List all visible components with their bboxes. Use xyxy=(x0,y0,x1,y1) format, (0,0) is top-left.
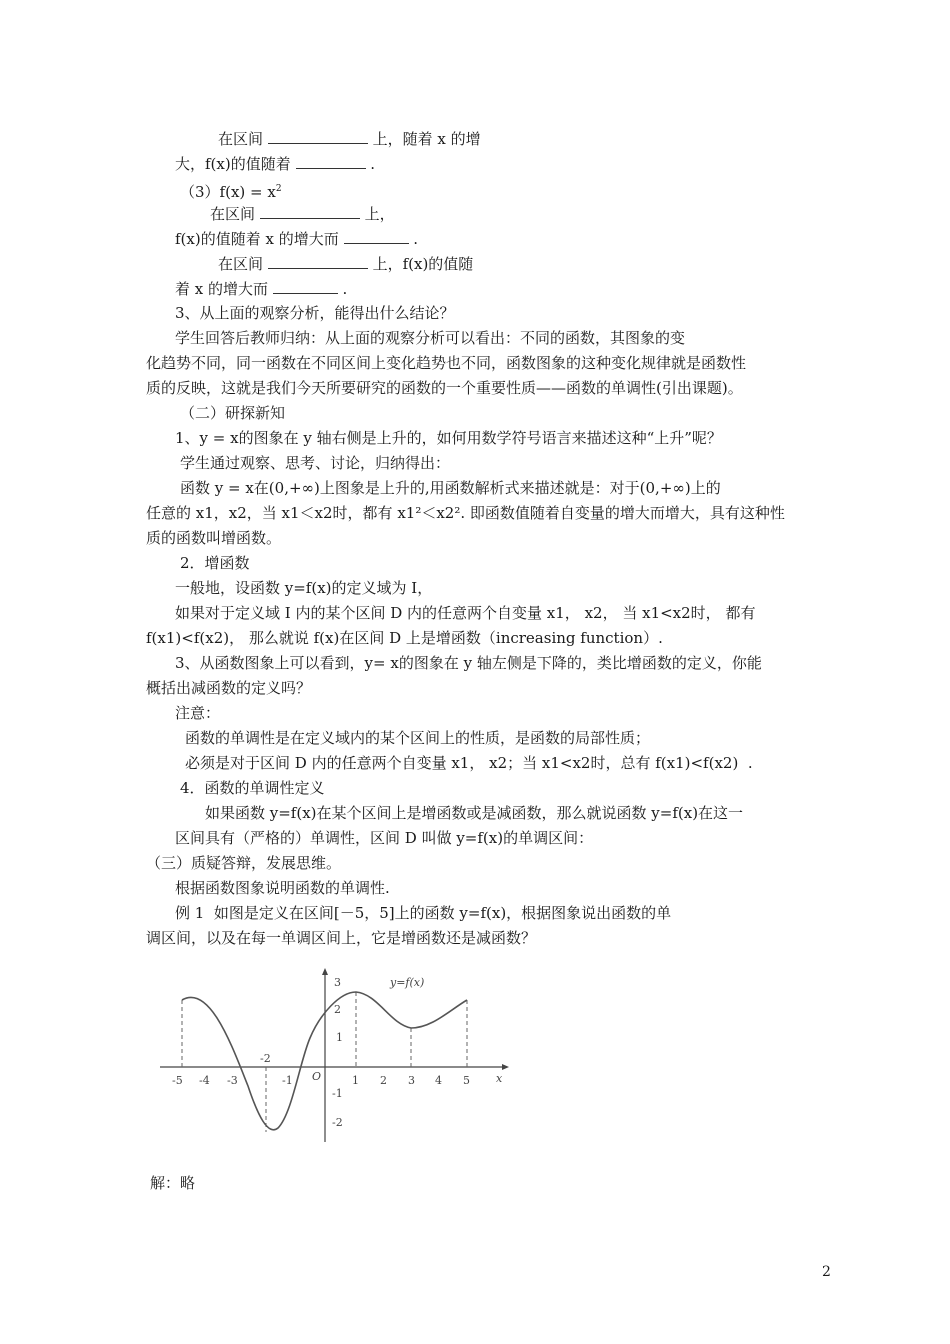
definition-line2: 区间具有（严格的）单调性，区间 D 叫做 y=f(x)的单调区间： xyxy=(175,829,594,847)
x-axis-label: x xyxy=(496,1072,503,1085)
sec3-line1: 在区间 上，随着 x 的增 xyxy=(218,130,481,148)
part2-p1b: 学生通过观察、思考、讨论，归纳得出： xyxy=(180,454,451,472)
x-tick-5: 5 xyxy=(463,1074,470,1087)
y-tick-neg2: -2 xyxy=(332,1116,343,1129)
note-heading: 注意： xyxy=(175,704,221,722)
increasing-line3: f(x1)<f(x2)， 那么就说 f(x)在区间 D 上是增函数（increasing function）. xyxy=(146,629,663,647)
summary-line2: 化趋势不同，同一函数在不同区间上变化趋势也不同，函数图象的这种变化规律就是函数性 xyxy=(146,354,747,372)
increasing-line1: 一般地，设函数 y=f(x)的定义域为 I， xyxy=(175,579,433,597)
x-tick-3: 3 xyxy=(408,1074,415,1087)
part2-p1: 1、y = x的图象在 y 轴右侧是上升的，如何用数学符号语言来描述这种“上升”呢？ xyxy=(175,429,722,447)
definition-heading: 4．函数的单调性定义 xyxy=(180,779,325,797)
y-tick-3: 3 xyxy=(334,976,341,989)
y-tick-1: 1 xyxy=(336,1031,343,1044)
part2-p4: 质的函数叫增函数。 xyxy=(146,529,282,547)
sec3-line5: f(x)的值随着 x 的增大而 . xyxy=(175,230,419,248)
summary-line1: 学生回答后教师归纳：从上面的观察分析可以看出：不同的函数，其图象的变 xyxy=(175,329,686,347)
increasing-line2: 如果对于定义域 I 内的某个区间 D 内的任意两个自变量 x1， x2， 当 x1<x2时， 都有 xyxy=(175,604,756,622)
summary-line3: 质的反映，这就是我们今天所要研究的函数的一个重要性质——函数的单调性(引出课题)。 xyxy=(146,379,743,397)
x-tick-neg2: -2 xyxy=(260,1052,271,1065)
origin-label: O xyxy=(312,1070,322,1083)
x-axis-arrow-icon xyxy=(502,1064,509,1070)
question-3: 3、从上面的观察分析，能得出什么结论？ xyxy=(175,304,455,322)
x-tick-4: 4 xyxy=(435,1074,442,1087)
x-tick-neg5: -5 xyxy=(172,1074,183,1087)
decreasing-line2: 概括出减函数的定义吗？ xyxy=(146,679,312,697)
decreasing-line1: 3、从函数图象上可以看到，y= x的图象在 y 轴左侧是下降的，类比增函数的定义，你能 xyxy=(175,654,762,672)
increasing-heading: 2．增函数 xyxy=(180,554,250,572)
definition-line1: 如果函数 y=f(x)在某个区间上是增函数或是减函数，那么就说函数 y=f(x)在这一 xyxy=(205,804,744,822)
x-tick-neg1: -1 xyxy=(282,1074,293,1087)
part2-p2: 函数 y = x在(0,+∞)上图象是上升的,用函数解析式来描述就是：对于(0,+∞)上的 xyxy=(180,479,721,497)
function-graph xyxy=(150,966,520,1146)
x-tick-1: 1 xyxy=(352,1074,359,1087)
page-number: 2 xyxy=(822,1264,831,1280)
part2-p3: 任意的 x1，x2，当 x1＜x2时，都有 x1²＜x2². 即函数值随着自变量的增大而增大，具有这种性 xyxy=(146,504,785,522)
x-tick-neg4: -4 xyxy=(199,1074,210,1087)
example1-line1: 例 1 如图是定义在区间[－5，5]上的函数 y=f(x)，根据图象说出函数的单 xyxy=(175,904,672,922)
part3-line1: 根据函数图象说明函数的单调性. xyxy=(175,879,390,897)
sec3-line6: 在区间 上，f(x)的值随 xyxy=(218,255,474,273)
example1-line2: 调区间，以及在每一单调区间上，它是增函数还是减函数？ xyxy=(146,929,537,947)
sec3-line7: 着 x 的增大而 . xyxy=(175,280,348,298)
note-line2: 必须是对于区间 D 内的任意两个自变量 x1， x2；当 x1<x2时，总有 f(x1)<f(x2) . xyxy=(185,754,753,772)
x-tick-2: 2 xyxy=(380,1074,387,1087)
y-tick-2: 2 xyxy=(334,1003,341,1016)
part3-heading: （三）质疑答辩，发展思维。 xyxy=(146,854,342,872)
y-tick-neg1: -1 xyxy=(332,1087,343,1100)
answer: 解：略 xyxy=(150,1174,196,1192)
sec3-line2: 大，f(x)的值随着 . xyxy=(175,155,376,173)
part2-heading: （二）研探新知 xyxy=(180,404,286,422)
sec3-line4: 在区间 上， xyxy=(210,205,395,223)
curve-label: y=f(x) xyxy=(390,976,425,989)
note-line1: 函数的单调性是在定义域内的某个区间上的性质，是函数的局部性质； xyxy=(185,729,651,747)
sec3-line3: $(3)f(x) = x^2$ xyxy=(180,183,282,201)
y-axis-arrow-icon xyxy=(322,968,328,975)
x-tick-neg3: -3 xyxy=(227,1074,238,1087)
